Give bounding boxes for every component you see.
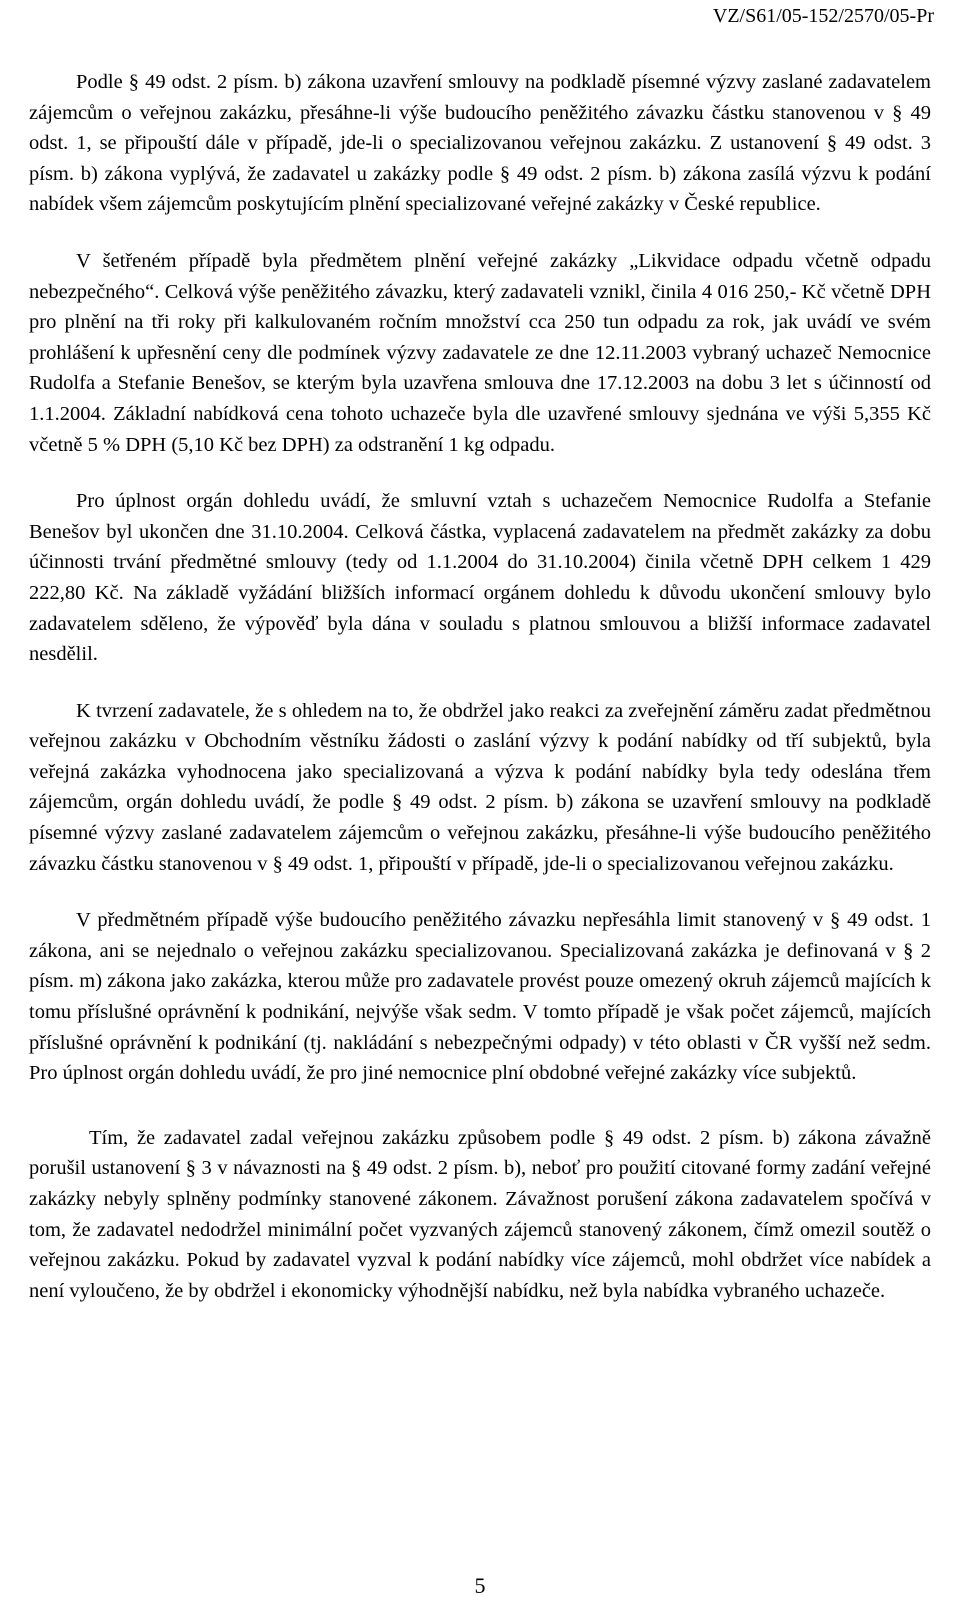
paragraph-4: K tvrzení zadavatele, že s ohledem na to, že obdržel jako reakci za zveřejnění záměru zadat předmětnou veřejnou zakázku v Obchodním věstníku žádosti o zaslání výzvy k podání nabídky od tří subjektů, byla veřejná zakázka vyhodnocena jako specializovaná a výzva k podání nabídky byla tedy odeslána třem zájemcům, orgán dohledu uvádí, že podle § 49 odst. 2 písm. b) zákona se uzavření smlouvy na podkladě písemné výzvy zaslané zadavatelem zájemcům o veřejnou zakázku, přesáhne-li výše budoucího peněžitého závazku částku stanovenou v § 49 odst. 1, připouští v případě, jde-li o specializovanou veřejnou zakázku. [29,699,931,875]
paragraph-3: Pro úplnost orgán dohledu uvádí, že smluvní vztah s uchazečem Nemocnice Rudolfa a Stefanie Benešov byl ukončen dne 31.10.2004. Celková částka, vyplacená zadavatelem na předmět zakázky za dobu účinnosti trvání předmětné smlouvy (tedy od 1.1.2004 do 31.10.2004) činila včetně DPH celkem 1 429 222,80 Kč. Na základě vyžádání bližších informací orgánem dohledu k důvodu ukončení smlouvy bylo zadavatelem sděleno, že výpověď byla dána v souladu s platnou smlouvou a bližší informace zadavatel nesdělil. [29,490,931,666]
document-body [29,67,931,1306]
paragraph-2: V šetřeném případě byla předmětem plnění veřejné zakázky „Likvidace odpadu včetně odpadu nebezpečného“. Celková výše peněžitého závazku, který zadavateli vznikl, činila 4 016 250,- Kč včetně DPH pro plnění na tři roky při kalkulovaném ročním množství cca 250 tun odpadu za rok, jak uvádí ve svém prohlášení k upřesnění ceny dle podmínek výzvy zadavatele ze dne 12.11.2003 vybraný uchazeč Nemocnice Rudolfa a Stefanie Benešov, se kterým byla uzavřena smlouva dne 17.12.2003 na dobu 3 let s účinností od 1.1.2004. Základní nabídková cena tohoto uchazeče byla dle uzavřené smlouvy sjednána ve výši 5,355 Kč včetně 5 % DPH (5,10 Kč bez DPH) za odstranění 1 kg odpadu. [29,249,931,456]
document-reference-number: VZ/S61/05-152/2570/05-Pr [712,5,934,27]
paragraph-1: Podle § 49 odst. 2 písm. b) zákona uzavření smlouvy na podkladě písemné výzvy zaslané zadavatelem zájemcům o veřejnou zakázku, přesáhne-li výše budoucího peněžitého závazku částku stanovenou v § 49 odst. 1, se připouští dále v případě, jde-li o specializovanou veřejnou zakázku. Z ustanovení § 49 odst. 3 písm. b) zákona vyplývá, že zadavatel u zakázky podle § 49 odst. 2 písm. b) zákona zasílá výzvu k podání nabídek všem zájemcům poskytujícím plnění specializované veřejné zakázky v České republice. [29,71,931,216]
paragraph-5: V předmětném případě výše budoucího peněžitého závazku nepřesáhla limit stanovený v § 49 odst. 1 zákona, ani se nejednalo o veřejnou zakázku specializovanou. Specializovaná zakázka je definovaná v § 2 písm. m) zákona jako zakázka, kterou může pro zadavatele provést pouze omezený okruh zájemců majících k tomu příslušné oprávnění k podnikání, nejvýše však sedm. V tomto případě je však počet zájemců, majících příslušné oprávnění k podnikání (tj. nakládání s nebezpečnými odpady) v této oblasti v ČR vyšší než sedm. Pro úplnost orgán dohledu uvádí, že pro jiné nemocnice plní obdobné veřejné zakázky více subjektů. [29,909,931,1085]
paragraph-6: Tím, že zadavatel zadal veřejnou zakázku způsobem podle § 49 odst. 2 písm. b) zákona závažně porušil ustanovení § 3 v návaznosti na § 49 odst. 2 písm. b), neboť pro použití citované formy zadání veřejné zakázky nebyly splněny podmínky stanovené zákonem. Závažnost porušení zákona zadavatelem spočívá v tom, že zadavatel nedodržel minimální počet vyzvaných zájemců stanovený zákonem, čímž omezil soutěž o veřejnou zakázku. Pokud by zadavatel vyzval k podání nabídky více zájemců, mohl obdržet více nabídek a není vyloučeno, že by obdržel i ekonomicky výhodnější nabídku, než byla nabídka vybraného uchazeče. [29,1126,931,1302]
page-number: 5 [474,1573,486,1598]
